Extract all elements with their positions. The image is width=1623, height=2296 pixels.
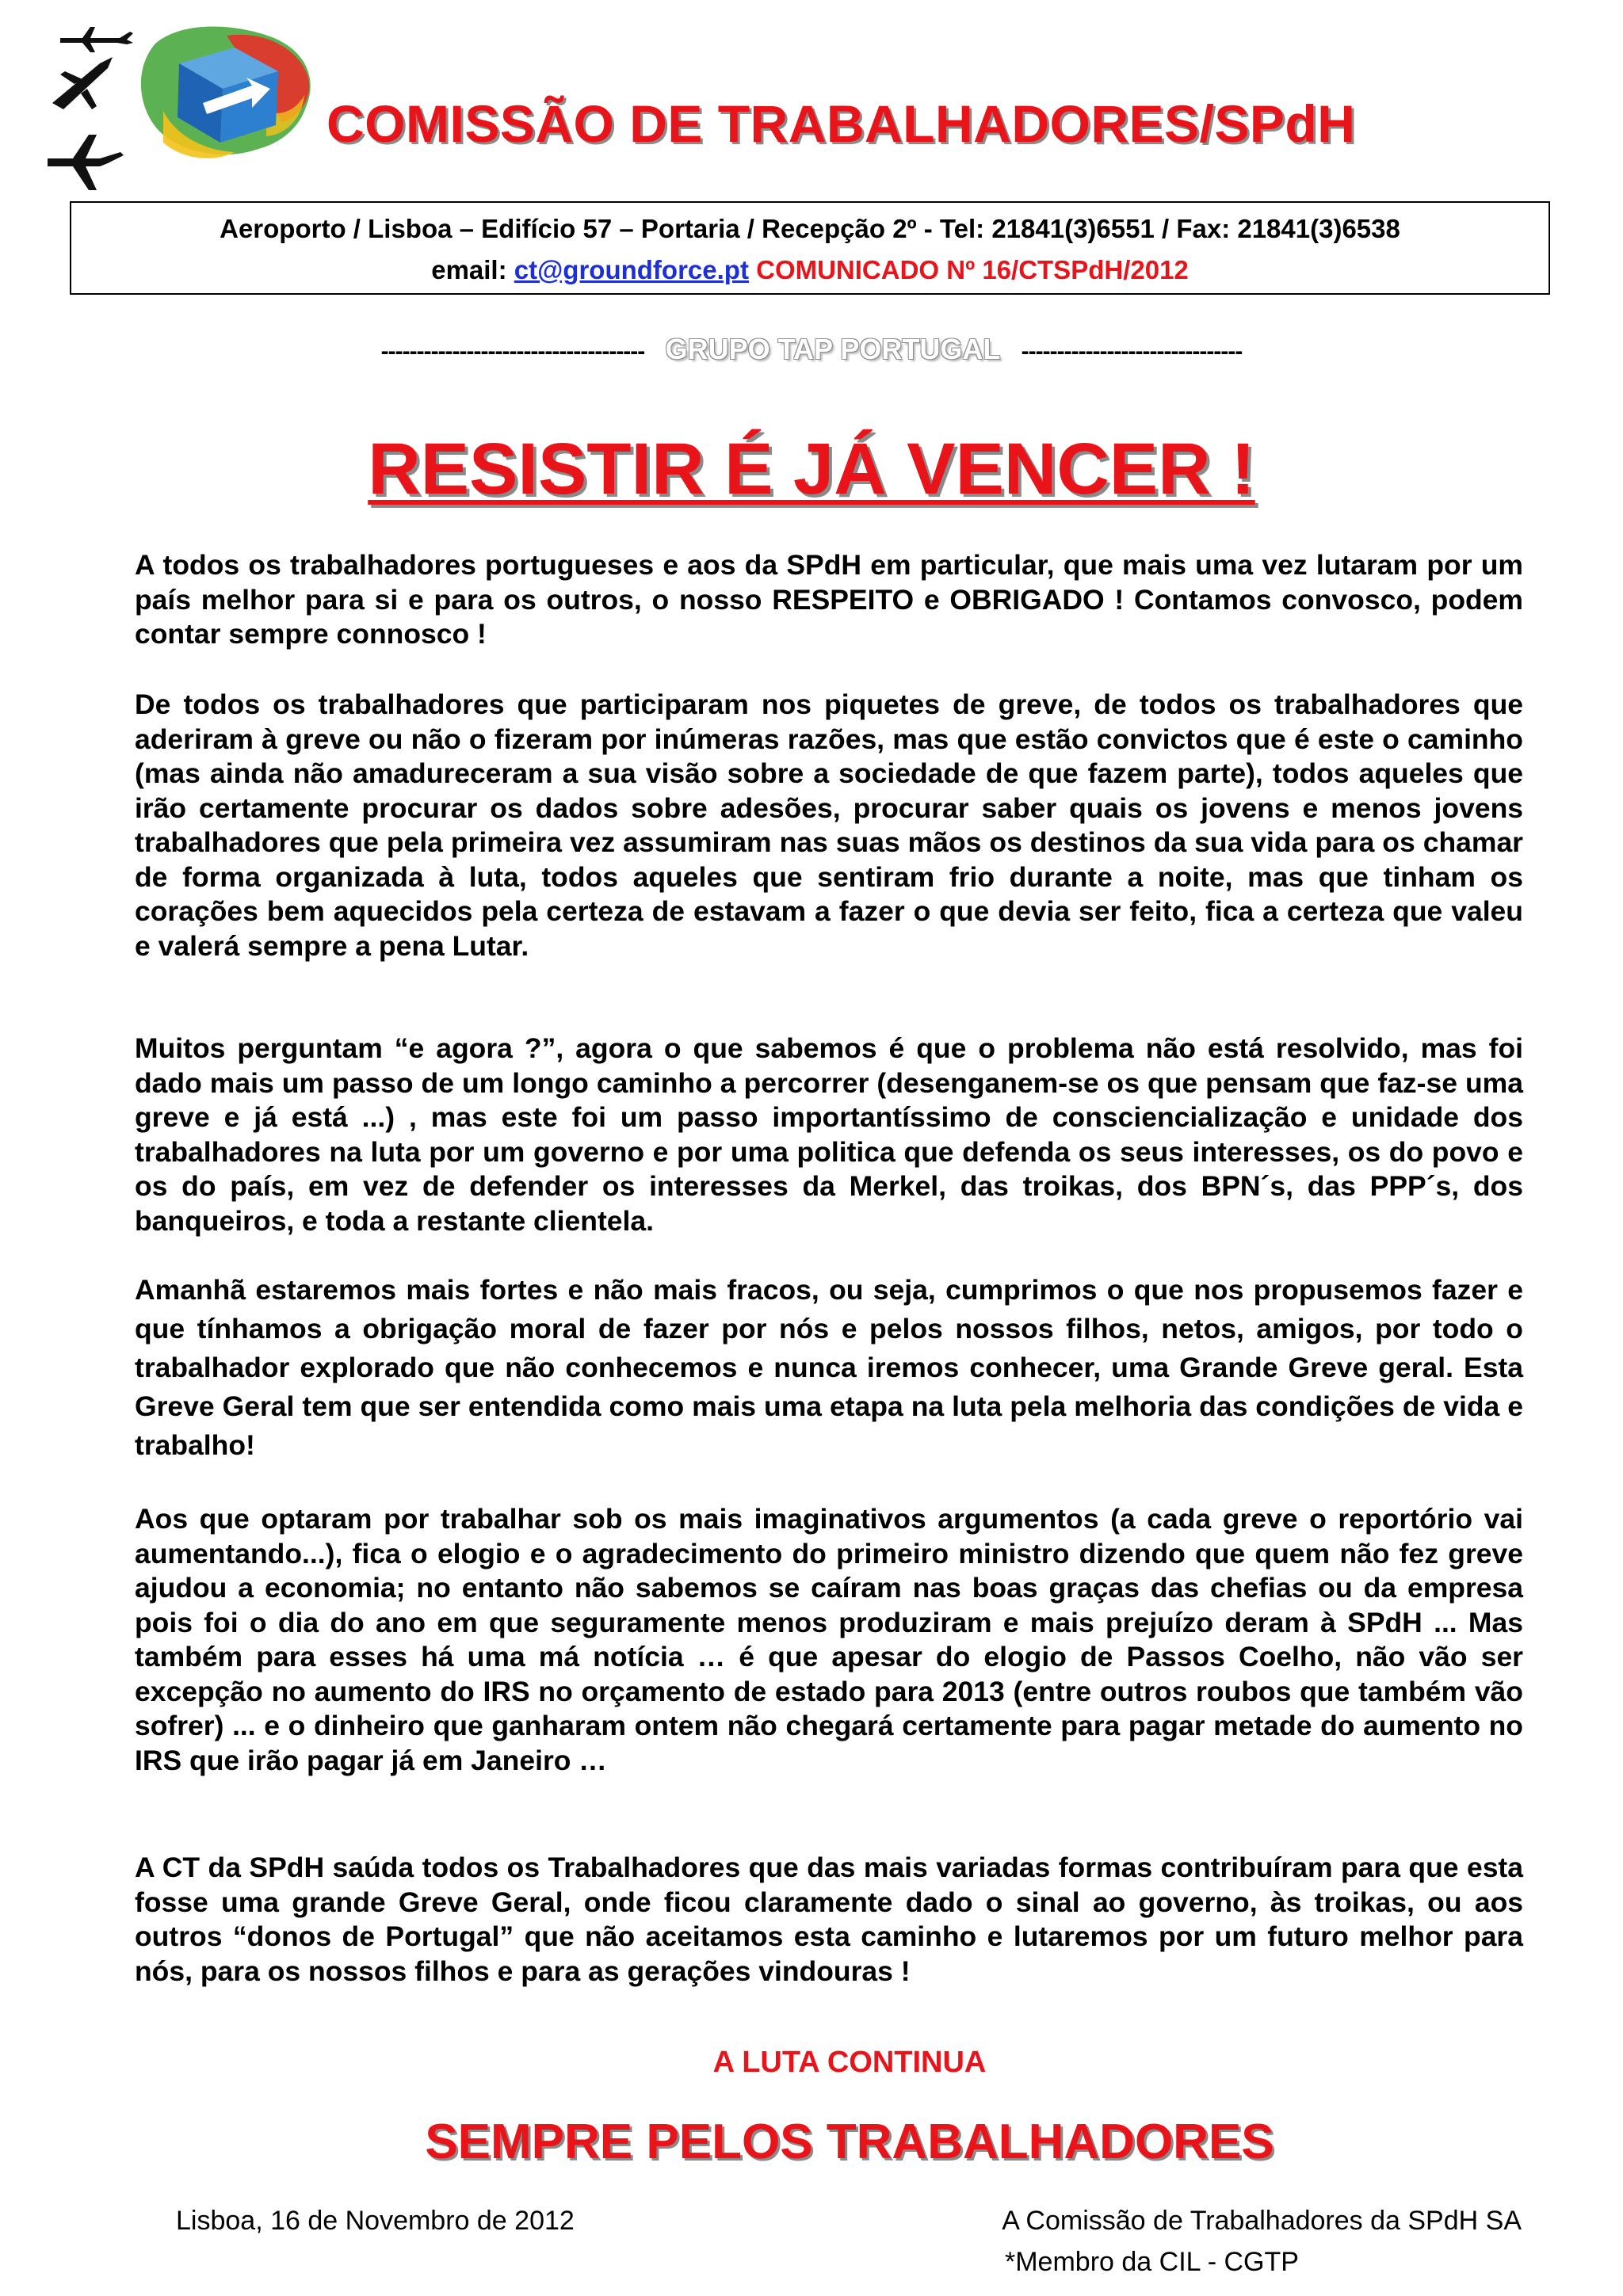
place-date: Lisboa, 16 de Novembro de 2012 [176, 2206, 575, 2236]
group-name: GRUPO TAP PORTUGAL [665, 333, 1001, 365]
closing-headline: SEMPRE PELOS TRABALHADORES [425, 2115, 1274, 2169]
organization-logo [44, 16, 330, 194]
airplane-icon [52, 57, 113, 109]
main-title: RESISTIR É JÁ VENCER ! [368, 429, 1255, 509]
closing-slogan: A LUTA CONTINUA [712, 2046, 987, 2079]
paragraph: Muitos perguntam “e agora ?”, agora o que sabemos é que o problema não está resolvido, mas foi dado mais um passo de um longo caminho a percorrer (desenganem-se os que pensam que faz-se uma greve e já está ...) , mas este foi um passo importantíssimo de consciencialização e unidade dos trabalhadores na luta por um governo e por uma politica que defenda os seus interesses, os do povo e os do país, em vez de defender os interesses da Merkel, das troikas, dos BPN´s, das PPP´s, dos banqueiros, e toda a restante clientela. [135, 1032, 1523, 1237]
paragraph: Aos que optaram por trabalhar sob os mais imaginativos argumentos (a cada greve o reportório vai aumentando...), fica o elogio e o agradecimento do primeiro ministro dizendo que quem não fez greve ajudou a economia; no entanto não sabemos se caíram nas boas graças das chefias ou da empresa pois foi o dia do ano em que seguramente menos produziram e mais prejuízo deram à SPdH ... Mas também para esses há uma má notícia … é que apesar do elogio de Passos Coelho, não vão ser excepção no aumento do IRS no orçamento de estado para 2013 (entre outros roubos que também vão sofrer) ... e o dinheiro que ganharam ontem não chegará certamente para pagar metade do aumento no IRS que irão pagar já em Janeiro … [135, 1503, 1523, 1776]
paragraph: De todos os trabalhadores que participaram nos piquetes de greve, de todos os trabalhadores que aderiram à greve ou não o fizeram por inúmeras razões, mas que estão convictos que é este o caminho (mas ainda não amadureceram a sua visão sobre a sociedade de que fazem parte), todos aqueles que irão certamente procurar os dados sobre adesões, procurar saber quais os jovens e menos jovens trabalhadores que pela primeira vez assumiram nas suas mãos os destinos da sua vida para os chamar de forma organizada à luta, todos aqueles que sentiram frio durante a noite, mas que tinham os corações bem aquecidos pela certeza de estavam a fazer o que devia ser feito, fica a certeza que valeu e valerá sempre a pena Lutar. [135, 688, 1523, 962]
paragraph: Amanhã estaremos mais fortes e não mais fracos, ou seja, cumprimos o que nos propusemos fazer e que tínhamos a obrigação moral de fazer por nós e pelos nossos filhos, netos, amigos, por todo o trabalhador explorado que não conhecemos e nunca iremos conhecer, uma Grande Greve geral. Esta Greve Geral tem que ser entendida como mais uma etapa na luta pela melhoria das condições de vida e trabalho! [135, 1274, 1523, 1461]
email-label: email: [431, 255, 507, 284]
airplane-icon [60, 27, 133, 52]
email-link[interactable]: ct@groundforce.pt [514, 255, 749, 284]
address-line: Aeroporto / Lisboa – Edifício 57 – Portaria / Recepção 2º - Tel: 21841(3)6551 / Fax: 21841(3)6538 [220, 214, 1400, 243]
paragraph: A todos os trabalhadores portugueses e aos da SPdH em particular, que mais uma vez lutaram por um país melhor para si e para os outros, o nosso RESPEITO e OBRIGADO ! Contamos convosco, podem contar sempre connosco ! [135, 549, 1523, 650]
email-line [71, 255, 1549, 285]
divider-right: ------------------------------- [1021, 338, 1243, 364]
divider-left: ------------------------------------- [380, 338, 645, 364]
paragraph: A CT da SPdH saúda todos os Trabalhadores que das mais variadas formas contribuíram para que esta fosse uma grande Greve Geral, onde ficou claramente dado o sinal ao governo, às troikas, ou aos outros “donos de Portugal” que não aceitamos esta caminho e lutaremos por um futuro melhor para nós, para os nossos filhos e para as gerações vindouras ! [135, 1852, 1523, 1987]
comunicado-number: COMUNICADO Nº 16/CTSPdH/2012 [756, 255, 1189, 284]
organization-title: COMISSÃO DE TRABALHADORES/SPdH [327, 94, 1356, 153]
signature: A Comissão de Trabalhadores da SPdH SA [1002, 2206, 1522, 2236]
airplane-icon [48, 135, 124, 190]
contact-box [70, 201, 1550, 295]
group-divider [0, 333, 1623, 366]
membership-note: *Membro da CIL - CGTP [1005, 2247, 1299, 2277]
